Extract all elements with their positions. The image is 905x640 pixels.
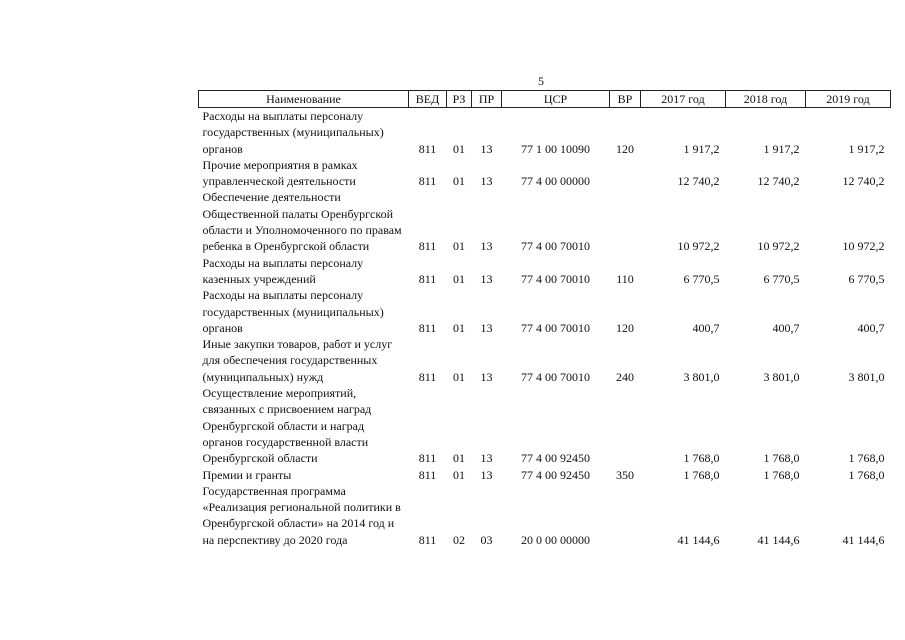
cell-2018: 6 770,5 xyxy=(763,271,800,286)
cell-2019: 1 768,0 xyxy=(848,451,885,466)
page-number: 5 xyxy=(538,74,544,88)
cell-2019: 12 740,2 xyxy=(842,174,885,189)
cell-name: Расходы на выплаты персоналу казенных учреждений xyxy=(202,255,364,286)
cell-rz: 01 xyxy=(453,239,465,254)
cell-pr: 13 xyxy=(480,239,493,254)
cell-rz: 01 xyxy=(453,174,465,189)
cell-2018: 41 144,6 xyxy=(757,532,800,547)
cell-name: Прочие мероприятия в рамках управленческой деятельности xyxy=(202,157,358,189)
cell-2019: 10 972,2 xyxy=(842,239,885,254)
table-row xyxy=(199,189,891,254)
cell-pr: 13 xyxy=(480,141,493,156)
budget-table-container xyxy=(198,90,890,548)
cell-pr: 13 xyxy=(480,174,493,189)
cell-rz: 01 xyxy=(453,451,465,466)
cell-2018: 400,7 xyxy=(772,320,800,335)
header-2017: 2017 год xyxy=(641,91,726,108)
cell-rz: 02 xyxy=(453,532,465,547)
cell-2017: 1 768,0 xyxy=(683,467,720,482)
cell-pr: 13 xyxy=(480,451,493,466)
cell-2017: 6 770,5 xyxy=(683,271,720,286)
table-row xyxy=(199,157,891,190)
cell-2019: 41 144,6 xyxy=(842,532,885,547)
table-row xyxy=(199,483,891,548)
cell-vr: 120 xyxy=(616,141,634,156)
cell-ved: 811 xyxy=(418,271,437,286)
cell-ved: 811 xyxy=(418,451,437,466)
cell-2018: 1 768,0 xyxy=(763,451,800,466)
cell-2017: 1 917,2 xyxy=(683,141,720,156)
cell-pr: 13 xyxy=(480,320,493,335)
cell-ved: 811 xyxy=(418,320,437,335)
table-row xyxy=(199,385,891,466)
header-vr: ВР xyxy=(610,91,641,108)
cell-name: Расходы на выплаты персоналу государственных (муниципальных) органов xyxy=(202,109,384,156)
cell-2017: 12 740,2 xyxy=(677,174,720,189)
cell-csr: 77 4 00 70010 xyxy=(521,239,590,254)
cell-2017: 400,7 xyxy=(692,320,720,335)
cell-2018: 1 768,0 xyxy=(763,467,800,482)
cell-vr xyxy=(610,157,641,190)
cell-pr: 13 xyxy=(480,467,493,482)
cell-name: Обеспечение деятельности Общественной палаты Оренбургской области и Уполномоченного по правам ребенка в Оренбургской области xyxy=(202,190,402,254)
cell-rz: 01 xyxy=(453,141,465,156)
cell-ved: 811 xyxy=(418,467,437,482)
table-header xyxy=(199,91,891,108)
cell-2017: 1 768,0 xyxy=(683,451,720,466)
table-body xyxy=(199,108,891,549)
cell-csr: 77 4 00 92450 xyxy=(521,467,590,482)
cell-csr: 77 4 00 70010 xyxy=(521,271,590,286)
table-row xyxy=(199,336,891,385)
cell-2019: 1 768,0 xyxy=(848,467,885,482)
cell-rz: 01 xyxy=(453,320,465,335)
cell-ved: 811 xyxy=(418,174,437,189)
cell-2018: 1 917,2 xyxy=(763,141,800,156)
header-ved: ВЕД xyxy=(409,91,447,108)
header-rz: РЗ xyxy=(447,91,472,108)
cell-2017: 3 801,0 xyxy=(683,369,720,384)
cell-vr: 350 xyxy=(616,467,634,482)
cell-csr: 77 4 00 70010 xyxy=(521,320,590,335)
cell-csr: 77 4 00 92450 xyxy=(521,451,590,466)
cell-vr xyxy=(610,385,641,466)
cell-2019: 3 801,0 xyxy=(848,369,885,384)
cell-2019: 6 770,5 xyxy=(848,271,885,286)
cell-vr xyxy=(610,189,641,254)
cell-ved: 811 xyxy=(418,532,437,547)
cell-2018: 12 740,2 xyxy=(757,174,800,189)
cell-2019: 400,7 xyxy=(857,320,885,335)
cell-name: Расходы на выплаты персоналу государственных (муниципальных) органов xyxy=(202,288,384,335)
table-row xyxy=(199,467,891,483)
cell-ved: 811 xyxy=(418,369,437,384)
cell-vr xyxy=(610,483,641,548)
cell-ved: 811 xyxy=(418,141,437,156)
cell-2017: 10 972,2 xyxy=(677,239,720,254)
cell-2019: 1 917,2 xyxy=(848,141,885,156)
header-2019: 2019 год xyxy=(806,91,891,108)
header-pr: ПР xyxy=(472,91,502,108)
cell-2018: 10 972,2 xyxy=(757,239,800,254)
cell-csr: 77 4 00 70010 xyxy=(521,369,590,384)
cell-name: Премии и гранты xyxy=(202,467,292,482)
cell-name: Государственная программа «Реализация региональной политики в Оренбургской области» на 2014 год и на перспективу до 2020 года xyxy=(202,483,401,547)
cell-name: Иные закупки товаров, работ и услуг для обеспечения государственных (муниципальных) нужд xyxy=(202,337,393,384)
table-row xyxy=(199,255,891,288)
table-row xyxy=(199,108,891,157)
cell-name: Осуществление мероприятий, связанных с присвоением наград Оренбургской области и наград органов государственной власти Оренбургской области xyxy=(202,386,372,466)
cell-csr: 77 1 00 10090 xyxy=(521,141,590,156)
cell-ved: 811 xyxy=(418,239,437,254)
cell-vr: 240 xyxy=(616,369,634,384)
cell-rz: 01 xyxy=(453,271,465,286)
header-csr: ЦСР xyxy=(502,91,610,108)
cell-pr: 03 xyxy=(480,532,493,547)
cell-csr: 20 0 00 00000 xyxy=(521,532,590,547)
cell-rz: 01 xyxy=(453,369,465,384)
cell-vr: 120 xyxy=(616,320,634,335)
cell-2018: 3 801,0 xyxy=(763,369,800,384)
cell-pr: 13 xyxy=(480,369,493,384)
budget-table xyxy=(198,90,891,548)
header-name: Наименование xyxy=(199,91,409,108)
table-row xyxy=(199,287,891,336)
cell-vr: 110 xyxy=(616,271,634,286)
cell-2017: 41 144,6 xyxy=(677,532,720,547)
header-2018: 2018 год xyxy=(726,91,806,108)
cell-rz: 01 xyxy=(453,467,465,482)
cell-csr: 77 4 00 00000 xyxy=(521,174,590,189)
cell-pr: 13 xyxy=(480,271,493,286)
